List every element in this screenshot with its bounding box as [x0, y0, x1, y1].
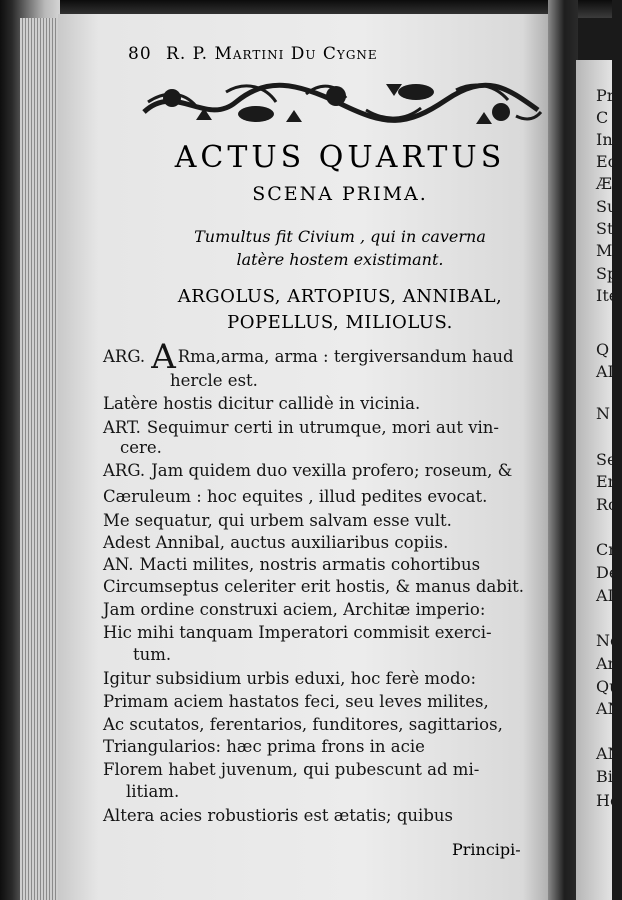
speaker-label: ARG. [103, 461, 146, 480]
facing-page-fragment: In [596, 130, 613, 149]
line-text: cere. [120, 438, 162, 457]
line-text: Jam ordine construxi aciem, Architæ imperio: [103, 600, 486, 619]
facing-page-fragment: De [596, 563, 619, 582]
facing-page-fragment: Bi [596, 767, 613, 786]
running-head [128, 44, 378, 64]
facing-page-fragment: Ite [596, 286, 619, 305]
verse-line [120, 438, 162, 457]
catchword: Principi- [452, 840, 521, 859]
facing-page-fragment: Qu [596, 677, 620, 696]
facing-page-fragment: AI [596, 586, 614, 605]
verse-line [103, 623, 492, 642]
verse-line [170, 371, 258, 390]
line-text: Me sequatur, qui urbem salvam esse vult. [103, 511, 452, 530]
verse-line [103, 692, 489, 711]
dramatis-personae-line: POPELLUS, MILIOLUS. [227, 312, 453, 333]
line-text: Altera acies robustioris est ætatis; quibus [103, 806, 453, 825]
line-text: Rma,arma, arma : tergiversandum haud [177, 347, 514, 366]
page-number: 80 [128, 44, 152, 64]
line-text: Triangularios: hæc prima frons in acie [103, 737, 425, 756]
verse-line [103, 715, 503, 734]
verse-line [103, 806, 453, 825]
line-text: Adest Annibal, auctus auxiliaribus copiis. [103, 533, 449, 552]
drop-capital: A [151, 337, 176, 377]
facing-page-fragment: N [596, 404, 610, 423]
verse-line [103, 394, 420, 413]
act-title: ACTUS QUARTUS [174, 140, 506, 175]
verse-line [126, 782, 179, 801]
line-text: Latère hostis dicitur callidè in vicinia. [103, 394, 421, 413]
line-text: Macti milites, nostris armatis cohortibus [139, 555, 481, 574]
line-text: Circumseptus celeriter erit hostis, & manus dabit. [103, 577, 524, 596]
line-text: Ac scutatos, ferentarios, funditores, sagittarios, [103, 715, 503, 734]
facing-page-fragment: AN [596, 699, 622, 718]
line-text: Igitur subsidium urbis eduxi, hoc ferè modo: [103, 669, 477, 688]
facing-page-fragment: En [596, 472, 618, 491]
speaker-label: ART. [103, 418, 141, 437]
speaker-label: AN. [103, 555, 134, 574]
facing-page-fragment: Sp [596, 264, 618, 283]
verse-line [103, 760, 479, 779]
verse-line [103, 461, 512, 480]
line-text: Hic mihi tanquam Imperatori commisit exerci- [103, 623, 492, 642]
facing-page-fragment: St [596, 219, 614, 238]
stage-direction-line: Tumultus fit Civium , qui in caverna [194, 227, 486, 246]
speaker-label: ARG. [103, 347, 146, 366]
facing-page-fragment: Ne [596, 631, 620, 650]
page-edges [20, 18, 60, 900]
dramatis-personae-line: ARGOLUS, ARTOPIUS, ANNIBAL, [177, 286, 503, 307]
facing-page-fragment: Ec [596, 152, 617, 171]
verse-line [103, 511, 452, 530]
facing-page-fragment: AI [596, 362, 614, 381]
facing-page-fragment: Pr [596, 86, 615, 105]
line-text: Sequimur certi in utrumque, mori aut vin- [146, 418, 499, 437]
facing-page-fragment: Æ [596, 174, 613, 193]
line-text: Primam aciem hastatos feci, seu leves milites, [103, 692, 489, 711]
line-text: hercle est. [170, 371, 258, 390]
facing-page-fragment: Ar [596, 654, 616, 673]
facing-page-fragment: Ro [596, 495, 618, 514]
verse-line [103, 737, 425, 756]
facing-page-fragment: Se [596, 450, 617, 469]
facing-page-fragment: Q [596, 340, 610, 359]
verse-line [103, 487, 487, 506]
verse-line [103, 533, 448, 552]
verse-line [103, 418, 499, 437]
book-gutter [548, 0, 578, 900]
scene-title: SCENA PRIMA. [252, 183, 428, 205]
line-text: tum. [133, 645, 172, 664]
facing-page-fragment: Cr [596, 540, 616, 559]
facing-page-fragment: Ho [596, 791, 620, 810]
verse-line [103, 577, 524, 596]
line-text: litiam. [126, 782, 180, 801]
line-text: Jam quidem duo vexilla profero; roseum, & [151, 461, 513, 480]
line-text: Florem habet juvenum, qui pubescunt ad mi- [103, 760, 480, 779]
verse-line [103, 555, 480, 574]
facing-page-fragment: Su [596, 197, 618, 216]
facing-page-fragment: C [596, 108, 609, 127]
headpiece-ornament [136, 72, 546, 134]
facing-page [576, 60, 622, 900]
facing-page-fragment: M [596, 241, 613, 260]
line-text: Cæruleum : hoc equites , illud pedites evocat. [103, 487, 488, 506]
verse-line [103, 337, 514, 377]
verse-line [103, 600, 485, 619]
stage-direction-line: latère hostem existimant. [236, 250, 444, 269]
facing-page-fragment: AN [596, 744, 622, 763]
verse-line [103, 669, 476, 688]
verse-line [133, 645, 171, 664]
running-title: R. P. Martini Du Cygne [166, 44, 378, 64]
